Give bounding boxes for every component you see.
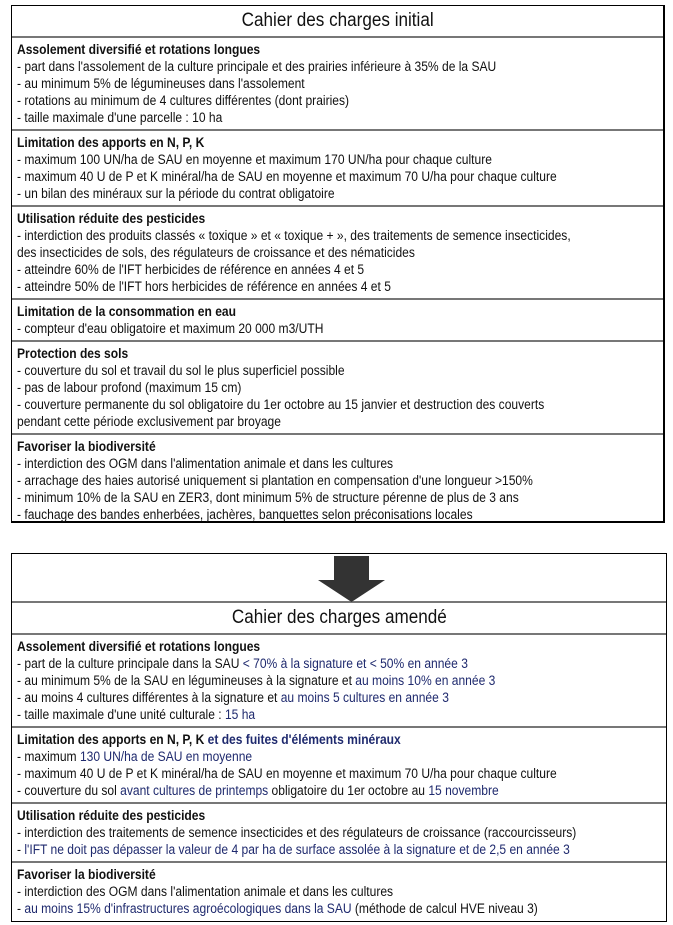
text-segment: - [17,901,25,916]
amended-text-segment: au moins 10% en année 3 [355,673,496,688]
text-segment: Limitation des apports en N, P, K [17,732,208,747]
requirement-line: - part dans l'assolement de la culture principale et des prairies inférieure à 35% de la SAU [17,59,497,74]
amended-text-segment: 130 UN/ha de SAU en moyenne [79,749,253,764]
requirement-line [17,689,660,706]
initial-section [12,300,663,342]
section-title [17,731,660,748]
amended-section [12,804,666,863]
requirement-line: - au minimum 5% de légumineuses dans l'assolement [17,76,305,91]
text-segment: Utilisation réduite des pesticides [17,808,206,823]
text-segment: - part de la culture principale dans la SAU [17,656,243,671]
text-segment: - taille maximale d'une unité culturale : [17,707,225,722]
text-segment: - interdiction des OGM dans l'alimentation animale et dans les cultures [17,884,394,899]
amended-section [12,863,666,920]
requirement-line [17,655,660,672]
text-segment: - couverture du sol [17,783,121,798]
requirement-line: des insecticides de sols, des régulateurs de croissance et des nématicides [17,245,415,260]
initial-section [12,131,663,207]
section-title: Utilisation réduite des pesticides [17,211,206,226]
requirement-line: - un bilan des minéraux sur la période du contrat obligatoire [17,186,335,201]
text-segment: - maximum 40 U de P et K minéral/ha de SAU en moyenne et maximum 70 U/ha pour chaque culture [17,766,557,781]
amended-text-segment: l'IFT ne doit pas dépasser la valeur de 4 par ha de surface assolée à la signature et de 2,5 en année 3 [24,842,570,857]
requirement-line [17,672,660,689]
initial-title-text: Cahier des charges initial [241,10,434,31]
amended-title-text: Cahier des charges amendé [231,607,447,628]
requirement-line: - couverture permanente du sol obligatoire du 1er octobre au 15 janvier et destruction des couverts [17,397,545,412]
amended-specifications-box [11,553,667,922]
section-title [17,638,660,655]
initial-sections [12,38,663,526]
requirement-line: - atteindre 50% de l'IFT hors herbicides de référence en années 4 et 5 [17,279,391,294]
amended-section [12,728,666,804]
text-segment: - [17,842,25,857]
initial-section [12,435,663,526]
requirement-line: - interdiction des OGM dans l'alimentation animale et dans les cultures [17,456,394,471]
requirement-line: - taille maximale d'une parcelle : 10 ha [17,110,223,125]
amended-sections [12,635,666,920]
amended-text-segment: 15 ha [224,707,256,722]
amended-text-segment: avant cultures de printemps [120,783,269,798]
section-title [17,807,660,824]
text-segment: (méthode de calcul HVE niveau 3) [351,901,538,916]
requirement-line: - pas de labour profond (maximum 15 cm) [17,380,242,395]
requirement-line: - compteur d'eau obligatoire et maximum 20 000 m3/UTH [17,321,324,336]
requirement-line: - rotations au minimum de 4 cultures différentes (dont prairies) [17,93,350,108]
initial-specifications-box [11,5,665,523]
requirement-line [17,706,660,723]
amended-text-segment: < 70% à la signature et < 50% en année 3 [242,656,468,671]
initial-section [12,342,663,435]
requirement-line: - maximum 100 UN/ha de SAU en moyenne et maximum 170 UN/ha pour chaque culture [17,152,492,167]
requirement-line [17,782,660,799]
section-title: Protection des sols [17,346,129,361]
text-segment: - au moins 4 cultures différentes à la signature et [17,690,281,705]
requirement-line [17,824,660,841]
initial-section [12,38,663,131]
text-segment: - au minimum 5% de la SAU en légumineuses à la signature et [17,673,356,688]
text-segment: obligatoire du 1er octobre au [268,783,429,798]
text-segment: - interdiction des traitements de semence insecticides et des régulateurs de croissance (raccourcisseurs) [17,825,577,840]
initial-section [12,207,663,300]
requirement-line: - couverture du sol et travail du sol le plus superficiel possible [17,363,345,378]
amended-text-segment: au moins 5 cultures en année 3 [280,690,449,705]
requirement-line: pendant cette période exclusivement par broyage [17,414,281,429]
arrow-row [12,554,666,603]
requirement-line [17,765,660,782]
section-title: Assolement diversifié et rotations longues [17,42,261,57]
requirement-line [17,841,660,858]
text-segment: Favoriser la biodiversité [17,867,156,882]
text-segment: - maximum [17,749,80,764]
down-arrow-icon [306,556,390,604]
section-title: Limitation des apports en N, P, K [17,135,205,150]
initial-title [12,6,663,38]
amended-title [12,603,666,635]
requirement-line: - minimum 10% de la SAU en ZER3, dont minimum 5% de structure pérenne de plus de 3 ans [17,490,519,505]
requirement-line [17,900,660,917]
requirement-line: - maximum 40 U de P et K minéral/ha de SAU en moyenne et maximum 70 U/ha pour chaque culture [17,169,557,184]
requirement-line [17,883,660,900]
amended-text-segment: au moins 15% d'infrastructures agroécologiques dans la SAU [24,901,352,916]
amended-section [12,635,666,728]
section-title: Favoriser la biodiversité [17,439,156,454]
requirement-line [17,748,660,765]
requirement-line: - atteindre 60% de l'IFT herbicides de référence en années 4 et 5 [17,262,365,277]
requirement-line: - interdiction des produits classés « toxique » et « toxique + », des traitements de semence insecticides, [17,228,571,243]
section-title: Limitation de la consommation en eau [17,304,236,319]
requirement-line: - fauchage des bandes enherbées, jachères, banquettes selon préconisations locales [17,507,473,522]
text-segment: Assolement diversifié et rotations longues [17,639,261,654]
amended-text-segment: 15 novembre [428,783,499,798]
amended-text-segment: et des fuites d'éléments minéraux [207,732,401,747]
requirement-line: - arrachage des haies autorisé uniquement si plantation en compensation d'une longueur >150% [17,473,533,488]
section-title [17,866,660,883]
